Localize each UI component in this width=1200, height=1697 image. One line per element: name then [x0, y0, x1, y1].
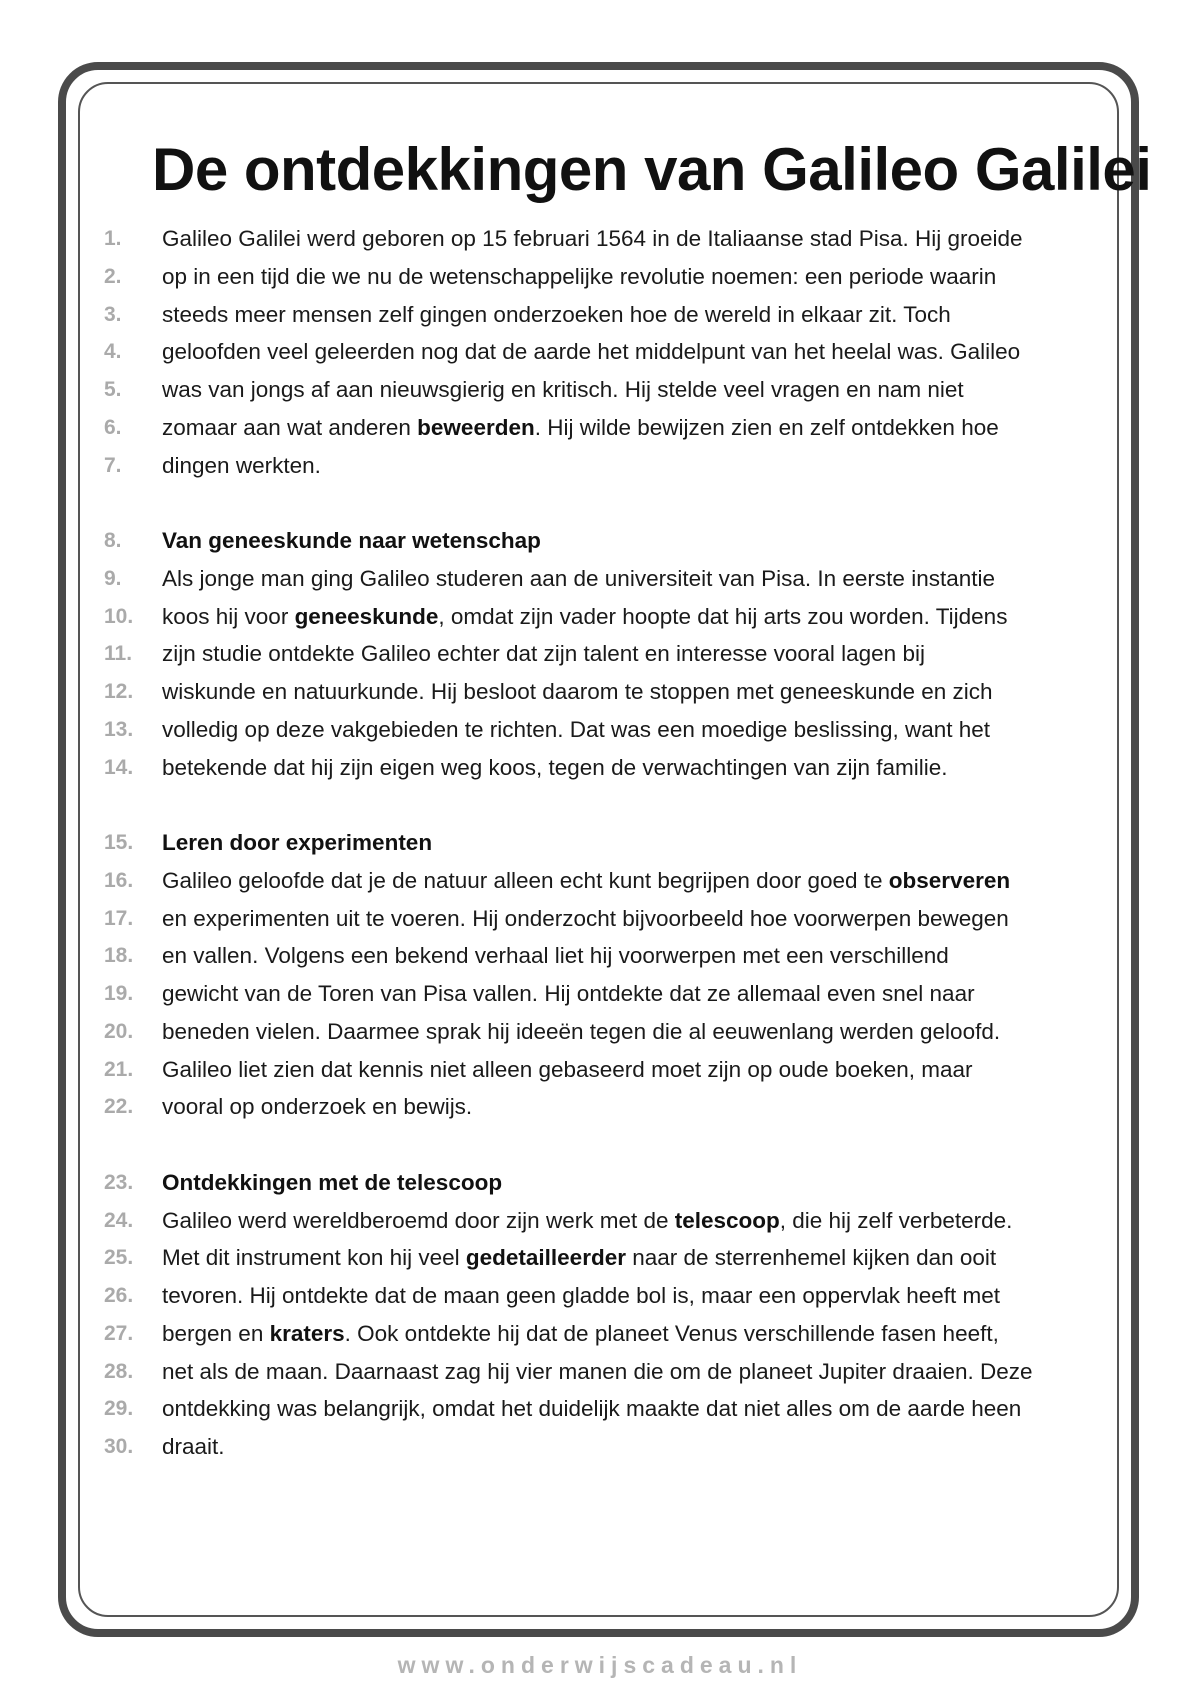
- text-segment: Als jonge man ging Galileo studeren aan de universiteit van Pisa. In eerste instantie: [162, 565, 995, 591]
- text-segment: tevoren. Hij ontdekte dat de maan geen gladde bol is, maar een oppervlak heeft met: [162, 1283, 1001, 1308]
- text-segment: net als de maan. Daarnaast zag hij vier manen die om de planeet Jupiter draaien. Deze: [162, 1358, 1033, 1384]
- line-number: 3.: [104, 302, 122, 326]
- line-number: 27.: [104, 1321, 134, 1345]
- bold-keyword: observeren: [888, 867, 1011, 893]
- line-text: [162, 369, 964, 410]
- text-segment: , die hij zelf verbeterde.: [779, 1207, 1013, 1233]
- section-heading: [162, 1162, 502, 1203]
- text-segment: draait.: [162, 1434, 225, 1459]
- text-segment: en vallen. Volgens een bekend verhaal liet hij voorwerpen met een verschillend: [162, 943, 949, 969]
- bold-keyword: beweerden: [417, 414, 535, 440]
- line-number: 5.: [104, 378, 122, 401]
- line-number: 24.: [104, 1208, 134, 1232]
- text-segment: wiskunde en natuurkunde. Hij besloot daarom te stoppen met geneeskunde en zich: [162, 679, 993, 704]
- text-segment: volledig op deze vakgebieden te richten. Dat was een moedige beslissing, want het: [162, 716, 991, 742]
- line-number: 21.: [104, 1057, 134, 1081]
- text-segment: Galileo werd wereldberoemd door zijn werk met de: [162, 1207, 675, 1233]
- line-number: 13.: [104, 717, 134, 741]
- text-segment: bergen en: [162, 1320, 270, 1346]
- text-segment: zomaar aan wat anderen: [162, 414, 418, 440]
- text-segment: zijn studie ontdekte Galileo echter dat zijn talent en interesse vooral lagen bij: [162, 641, 925, 667]
- line-text: [162, 860, 1010, 901]
- line-number: 30.: [104, 1435, 134, 1458]
- line-number: 8.: [104, 529, 122, 552]
- line-number: 22.: [104, 1095, 134, 1119]
- text-segment: dingen werkten.: [162, 452, 321, 478]
- line-number: 4.: [104, 340, 122, 364]
- bold-keyword: kraters: [269, 1320, 345, 1346]
- text-segment: naar de sterrenhemel kijken dan ooit: [625, 1245, 997, 1271]
- text-segment: Ontdekkingen met de telescoop: [162, 1169, 503, 1195]
- line-text: [162, 331, 1020, 372]
- text-segment: . Hij wilde bewijzen zien en zelf ontdekken hoe: [534, 414, 999, 440]
- line-number: 10.: [104, 604, 134, 628]
- text-segment: ontdekking was belangrijk, omdat het duidelijk maakte dat niet alles om de aarde heen: [162, 1396, 1022, 1422]
- line-number: 11.: [104, 642, 133, 666]
- section-heading: [162, 520, 541, 561]
- text-segment: Met dit instrument kon hij veel: [162, 1245, 466, 1271]
- line-text: [162, 1388, 1021, 1429]
- line-text: [162, 1237, 996, 1278]
- line-number: 1.: [104, 227, 122, 250]
- text-segment: geloofden veel geleerden nog dat de aarde het middelpunt van het heelal was. Galileo: [162, 339, 1021, 365]
- footer-website: www.onderwijscadeau.nl: [397, 1652, 803, 1678]
- line-number: 29.: [104, 1397, 134, 1421]
- line-text: [162, 256, 996, 297]
- text-segment: koos hij voor: [162, 603, 295, 629]
- text-segment: Van geneeskunde naar wetenschap: [162, 528, 541, 553]
- line-text: [162, 558, 995, 599]
- line-number: 18.: [104, 944, 134, 968]
- page-title: De ontdekkingen van Galileo Galilei: [152, 136, 1152, 203]
- line-text: [162, 407, 999, 448]
- text-segment: . Ook ontdekte hij dat de planeet Venus verschillende fasen heeft,: [344, 1320, 999, 1346]
- line-text: [162, 1426, 225, 1467]
- line-text: [162, 1049, 973, 1090]
- text-segment: Leren door experimenten: [162, 830, 433, 855]
- line-number: 12.: [104, 680, 134, 703]
- line-number: 23.: [104, 1170, 134, 1194]
- text-segment: Galileo liet zien dat kennis niet alleen gebaseerd moet zijn op oude boeken, maar: [162, 1056, 973, 1082]
- line-text: [162, 1351, 1033, 1392]
- line-number: 26.: [104, 1284, 134, 1307]
- text-segment: gewicht van de Toren van Pisa vallen. Hij ontdekte dat ze allemaal even snel naar: [162, 981, 975, 1006]
- line-text: [162, 935, 949, 976]
- line-number: 6.: [104, 415, 122, 439]
- line-text: [162, 1313, 999, 1354]
- line-text: [162, 1200, 1012, 1241]
- line-number: 7.: [104, 453, 122, 477]
- line-text: [162, 596, 1007, 637]
- line-text: [162, 898, 1009, 939]
- text-segment: en experimenten uit te voeren. Hij onderzocht bijvoorbeeld hoe voorwerpen bewegen: [162, 905, 1009, 931]
- section-heading: [162, 822, 432, 863]
- line-number: 17.: [104, 906, 134, 930]
- bold-keyword: telescoop: [674, 1207, 780, 1233]
- text-segment: was van jongs af aan nieuwsgierig en kritisch. Hij stelde veel vragen en nam niet: [162, 377, 964, 402]
- text-segment: Galileo geloofde dat je de natuur alleen echt kunt begrijpen door goed te: [162, 867, 889, 893]
- bold-keyword: gedetailleerder: [465, 1245, 626, 1271]
- text-segment: , omdat zijn vader hoopte dat hij arts zou worden. Tijdens: [438, 603, 1008, 629]
- text-segment: Galileo Galilei werd geboren op 15 februari 1564 in de Italiaanse stad Pisa. Hij groeide: [162, 226, 1023, 251]
- line-text: [162, 445, 321, 486]
- line-text: [162, 1011, 1000, 1052]
- line-text: [162, 633, 925, 674]
- text-segment: betekende dat hij zijn eigen weg koos, tegen de verwachtingen van zijn familie.: [162, 754, 948, 780]
- line-number: 16.: [104, 868, 134, 892]
- text-segment: op in een tijd die we nu de wetenschappelijke revolutie noemen: een periode waarin: [162, 263, 997, 289]
- line-text: [162, 1086, 472, 1127]
- line-text: [162, 709, 990, 750]
- line-number: 2.: [104, 264, 122, 288]
- text-segment: beneden vielen. Daarmee sprak hij ideeën tegen die al eeuwenlang werden geloofd.: [162, 1018, 1001, 1044]
- line-text: [162, 671, 993, 712]
- line-text: [162, 218, 1023, 259]
- line-text: [162, 747, 948, 788]
- line-text: [162, 1275, 1000, 1316]
- text-segment: steeds meer mensen zelf gingen onderzoeken hoe de wereld in elkaar zit. Toch: [162, 301, 951, 327]
- line-number: 9.: [104, 566, 122, 590]
- line-text: [162, 973, 975, 1014]
- line-number: 15.: [104, 831, 134, 854]
- line-number: 25.: [104, 1246, 134, 1270]
- line-number: 20.: [104, 1019, 134, 1043]
- line-number: 28.: [104, 1359, 134, 1383]
- bold-keyword: geneeskunde: [294, 603, 439, 629]
- line-number: 14.: [104, 755, 134, 779]
- line-number: 19.: [104, 982, 134, 1005]
- text-segment: vooral op onderzoek en bewijs.: [162, 1094, 473, 1120]
- line-text: [162, 294, 951, 335]
